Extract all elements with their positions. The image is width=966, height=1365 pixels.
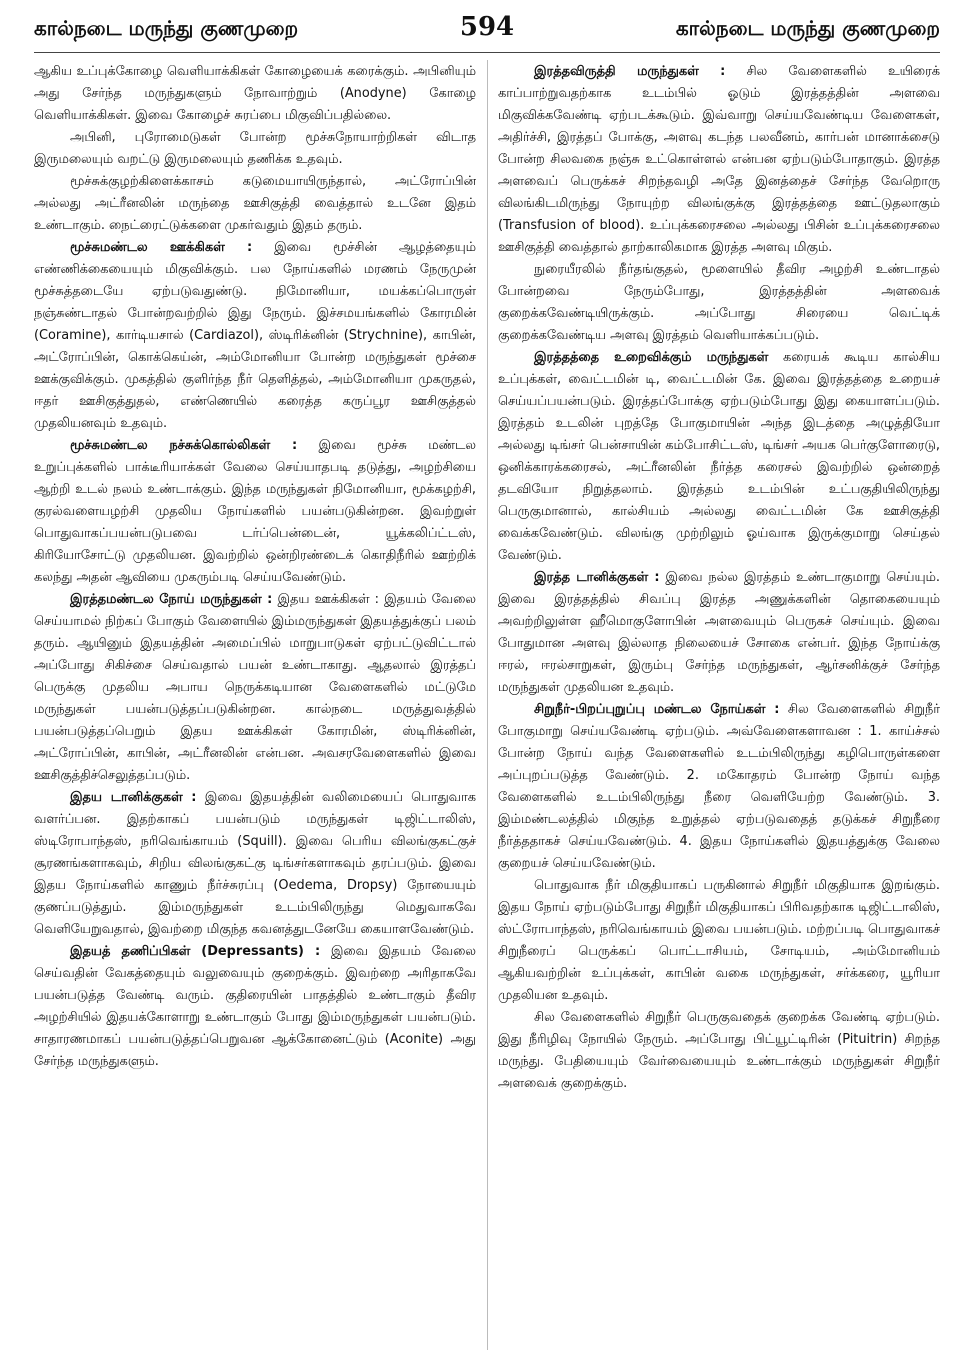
paragraph-text: இவை இதயத்தின் வலிமையைப் பொதுவாக வளர்ப்பன. இதற்காகப் பயன்படும் மருந்துகள் டிஜிட்டாலிஸ், ஸ்டிரோபாந்தஸ், நரிவெங்காயம் (Squill). இவை பெரிய விலங்குகட்குச் சூரணங்களாகவும், சிறிய விலங்குகட்கு டிங்சர்களாகவும் தரப்படும். இவை இதய நோய்களில் காணும் நீர்ச்சுரப்பு (Oedema, Dropsy) நோயையும் குணப்படுத்தும். இம்மருந்துகள் உடம்பிலிருந்து மெதுவாகவே வெளியேறுவதால், இவற்றை மிகுந்த கவனத்துடனேயே கையாளவேண்டும். xyxy=(34,790,476,937)
paragraph xyxy=(34,237,476,435)
paragraph-text: இதய ஊக்கிகள் : இதயம் வேலை செய்யாமல் நிற்கப் போகும் வேளையில் இம்மருந்துகள் இதயத்துக்குப் பலம் தரும். ஆயினும் இதயத்தின் அமைப்பில் மாறுபாடுகள் ஏற்பட்டுவிட்டால் அப்போது சிகிச்சை செய்வதால் பயன் உண்டாகாது. ஆதலால் இரத்தப் பெருக்கு முதலிய அபாய நெருக்கடியான வேளைகளில் மட்டுமே மருந்துகள் பயன்படுத்தப்படுகின்றன. கால்நடை மருத்துவத்தில் பயன்படுத்தப்பெறும் இதய ஊக்கிகள் கோரமின், ஸ்டிரிக்னின், அட்ரோப்பின், காபின், அட்ரீனலின் என்பன. அவசரவேளைகளில் இவை ஊசிகுத்திச்செலுத்தப்படும். xyxy=(34,592,476,783)
header-right-title: கால்நடை மருந்து குணமுறை xyxy=(675,16,940,40)
paragraph xyxy=(34,435,476,589)
paragraph xyxy=(34,61,476,127)
right-column xyxy=(498,61,940,1095)
paragraph xyxy=(498,699,940,875)
paragraph-heading: இரத்தமண்டல நோய் மருந்துகள் : xyxy=(70,592,273,607)
paragraph xyxy=(498,875,940,1007)
paragraph-text: பொதுவாக நீர் மிகுதியாகப் பருகினால் சிறுநீர் மிகுதியாக இறங்கும். இதய நோய் ஏற்படும்போது சிறுநீர் மிகுதியாகப் பிரிவதற்காக டிஜிட்டாலிஸ், ஸ்ட்ரோபாந்தஸ், நரிவெங்காயம் இவை பயன்படும். மற்றப்படி பொதுவாகச் சிறுநீரைப் பெருக்கப் பொட்டாசியம், சோடியம், அம்மோனியம் ஆகியவற்றின் உப்புக்கள், காபின் வகை மருந்துகள், சர்க்கரை, யூரியா முதலியன உதவும். xyxy=(498,878,940,1003)
paragraph-heading: சிறுநீர்-பிறப்புறுப்பு மண்டல நோய்கள் : xyxy=(534,702,780,717)
paragraph-text: சில வேளைகளில் சிறுநீர் பெருகுவதைக் குறைக்க வேண்டி ஏற்படும். இது நீரிழிவு நோயில் நேரும். அப்போது பிட்யூட்டிரின் (Pituitrin) சிறந்த மருந்து. பேதியையும் வேர்வையையும் உண்டாக்கும் மருந்துகள் சிறுநீர் அளவைக் குறைக்கும். xyxy=(498,1010,940,1091)
paragraph-text: சில வேளைகளில் உயிரைக் காப்பாற்றுவதற்காக உடம்பில் ஓடும் இரத்தத்தின் அளவை மிகுவிக்கவேண்டி ஏற்படக்கூடும். இவ்வாறு செய்யவேண்டிய வேளைகள், அதிர்ச்சி, இரத்தப் போக்கு, அளவு கடந்த பலவீனம், கார்பன் மானாக்சைடு போன்ற சிலவகை நஞ்சு உட்கொள்ளல் என்பன ஏற்படும்போதாகும். இரத்த அளவைப் பெருக்கச் சிறந்தவழி அதே இனத்தைச் சேர்ந்த வேறொரு விலங்கிடமிருந்து நோயுற்ற விலங்குக்கு இரத்தத்தை ஊட்டுதலாகும் (Transfusion of blood). உப்புக்கரைசலை அல்லது பிசின் உப்புக்கரைசலை ஊசிகுத்தி வைத்தால் தாற்காலிகமாக இரத்த அளவு மிகும். xyxy=(498,64,940,255)
paragraph-text: கரையக் கூடிய கால்சிய உப்புக்கள், வைட்டமின் டி, வைட்டமின் கே. இவை இரத்தத்தை உறையச் செய்யப்பயன்படும். இரத்தப்போக்கு ஏற்படும்போது இது கையாளப்படும். இரத்தம் உடலின் புறத்தே போகுமாயின் அந்த இடத்தை அழுத்தியோ அல்லது டிங்சர் பென்சாயின் கம்போசிட்டஸ், டிங்சர் அயக பெர்குளோரைடு, ஒனிக்காரக்கரைசல், அட்ரீனலின் நீர்த்த கரைசல் இவற்றில் ஒன்றைத் தடவியோ நிறுத்தலாம். இரத்தம் உடம்பின் உட்பகுதியிலிருந்து பெருகுமானால், கால்சியம் அல்லது வைட்டமின் கே ஊசிகுத்தி வைக்கவேண்டும். விலங்கு முற்றிலும் ஓய்வாக இருக்குமாறு செய்தல் வேண்டும். xyxy=(498,350,940,563)
paragraph-heading: இரத்த டானிக்குகள் : xyxy=(534,570,660,585)
column-divider xyxy=(487,60,488,1350)
paragraph xyxy=(498,1007,940,1095)
paragraph-heading: இரத்தவிருத்தி மருந்துகள் : xyxy=(534,64,726,79)
paragraph-heading: மூச்சுமண்டல நச்சுக்கொல்லிகள் : xyxy=(70,438,298,453)
paragraph-heading: மூச்சுமண்டல ஊக்கிகள் : xyxy=(70,240,253,255)
paragraph-text: அபினி, புரோமைடுகள் போன்ற மூச்சுநோயாற்றிகள் விடாத இருமலையும் வறட்டு இருமலையும் தணிக்க உதவும். xyxy=(34,130,476,167)
paragraph-text: மூச்சுக்குழற்கிளைக்காசம் கடுமையாயிருந்தால், அட்ரோப்பின் அல்லது அட்ரீனலின் மருந்தை ஊசிகுத்தி வைத்தால் உடனே இதம் உண்டாகும். நைட்ரைட்டுக்களை முகர்வதும் இதம் தரும். xyxy=(34,174,476,233)
paragraph xyxy=(498,61,940,259)
running-header xyxy=(34,12,940,53)
paragraph xyxy=(34,589,476,787)
paragraph-heading: இதய டானிக்குகள் : xyxy=(70,790,197,805)
paragraph-text: இவை மூச்சு மண்டல உறுப்புக்களில் பாக்டீரியாக்கள் வேலை செய்யாதபடி தடுத்து, அழற்சியை ஆற்றி உடல் நலம் உண்டாக்கும். இந்த மருந்துகள் நிமோனியா, மூக்கழற்சி, குரல்வளையழற்சி முதலிய நோய்களில் பயன்படுகின்றன. இவற்றுள் பொதுவாகப்பயன்படுபவை டர்ப்பென்டைன், யூக்கலிப்ட்டஸ், கிரியோசோட்டு முதலியன. இவற்றில் ஒன்றிரண்டைக் கொதிநீரில் ஊற்றிக் கலந்து அதன் ஆவியை முகரும்படி செய்யவேண்டும். xyxy=(34,438,476,585)
paragraph-text: சில வேளைகளில் சிறுநீர் போகுமாறு செய்யவேண்டி ஏற்படும். அவ்வேளைகளாவன : 1. காய்ச்சல் போன்ற நோய் வந்த வேளைகளில் உடம்பிலிருந்து கழிபொருள்களை அப்புறப்படுத்த வேண்டும். 2. மகோதரம் போன்ற நோய் வந்த வேளைகளில் உடம்பிலிருந்து நீரை வெளியேற்ற வேண்டும். 3. இம்மண்டலத்தில் மிகுந்த உறுத்தல் ஏற்படுவதைத் தடுக்கச் சிறுநீரை நீர்த்ததாகச் செய்யவேண்டும். 4. இதய நோய்களில் இதயத்துக்கு வேலை குறையச் செய்யவேண்டும். xyxy=(498,702,940,871)
paragraph-text: ஆகிய உப்புக்கோழை வெளியாக்கிகள் கோழையைக் கரைக்கும். அபினியும் அது சேர்ந்த மருந்துகளும் நோவாற்றும் (Anodyne) கோழை வெளியாக்கிகள். இவை கோழைச் சுரப்பை மிகுவிப்பதில்லை. xyxy=(34,64,476,123)
paragraph xyxy=(34,171,476,237)
paragraph-text: இவை நல்ல இரத்தம் உண்டாகுமாறு செய்யும். இவை இரத்தத்தில் சிவப்பு இரத்த அணுக்களின் தொகையையும் அவற்றிலுள்ள ஹீமொகுளோபின் அளவையும் பெருகச் செய்யும். இவை போதுமான அளவு இல்லாத நிலையைச் சோகை என்பர். இந்த நோய்க்கு ஈரல், ஈரல்சாறுகள், இரும்பு சேர்ந்த மருந்துகள், ஆர்சனிக்குச் சேர்ந்த மருந்துகள் முதலியன உதவும். xyxy=(498,570,940,695)
page-number: 594 xyxy=(459,12,515,42)
paragraph xyxy=(34,941,476,1073)
paragraph-heading: இரத்தத்தை உறைவிக்கும் மருந்துகள் xyxy=(534,350,769,365)
header-left-title: கால்நடை மருந்து குணமுறை xyxy=(34,16,299,40)
paragraph xyxy=(34,787,476,941)
paragraph-heading: இதயத் தணிப்பிகள் (Depressants) : xyxy=(70,944,321,959)
paragraph xyxy=(34,127,476,171)
paragraph-text: இவை இதயம் வேலை செய்வதின் வேகத்தையும் வலுவையும் குறைக்கும். இவற்றை அரிதாகவே பயன்படுத்த வேண்டி வரும். குதிரையின் பாதத்தில் உண்டாகும் தீவிர அழற்சியில் இதயக்கோளாறு உண்டாகும் போது இம்மருந்துகள் பயன்படும். சாதாரணமாகப் பயன்படுத்தப்பெறுவன ஆக்கோனைட்டும் (Aconite) அது சேர்ந்த மருந்துகளும். xyxy=(34,944,476,1069)
paragraph xyxy=(498,347,940,567)
paragraph xyxy=(498,567,940,699)
paragraph-text: நுரையீரலில் நீர்தங்குதல், மூளையில் தீவிர அழற்சி உண்டாதல் போன்றவை நேரும்போது, இரத்தத்தின் அளவைக் குறைக்கவேண்டியிருக்கும். அப்போது சிரையை வெட்டிக் குறைக்கவேண்டிய அளவு இரத்தம் வெளியாக்கப்படும். xyxy=(498,262,940,343)
left-column xyxy=(34,61,476,1095)
paragraph-text: இவை மூச்சின் ஆழத்தையும் எண்ணிக்கையையும் மிகுவிக்கும். பல நோய்களில் மரணம் நேருமுன் மூச்சுத்தடையே ஏற்படுவதுண்டு. நிமோனியா, மயக்கப்பொருள் நஞ்சுண்டாதல் போன்றவற்றில் இது நேரும். இச்சமயங்களில் கோரமின் (Coramine), கார்டியசால் (Cardiazol), ஸ்டிரிக்னின் (Strychnine), காபின், அட்ரோப்பின், கொக்கெய்ன், அம்மோனியா போன்ற மருந்துகள் மூச்சை ஊக்குவிக்கும். முகத்தில் குளிர்ந்த நீர் தெளித்தல், அம்மோனியா முகருதல், ஈதர் ஊசிகுத்துதல், எண்ணெயில் கரைத்த கருப்பூர ஊசிகுத்தல் முதலியனவும் உதவும். xyxy=(34,240,476,431)
paragraph xyxy=(498,259,940,347)
